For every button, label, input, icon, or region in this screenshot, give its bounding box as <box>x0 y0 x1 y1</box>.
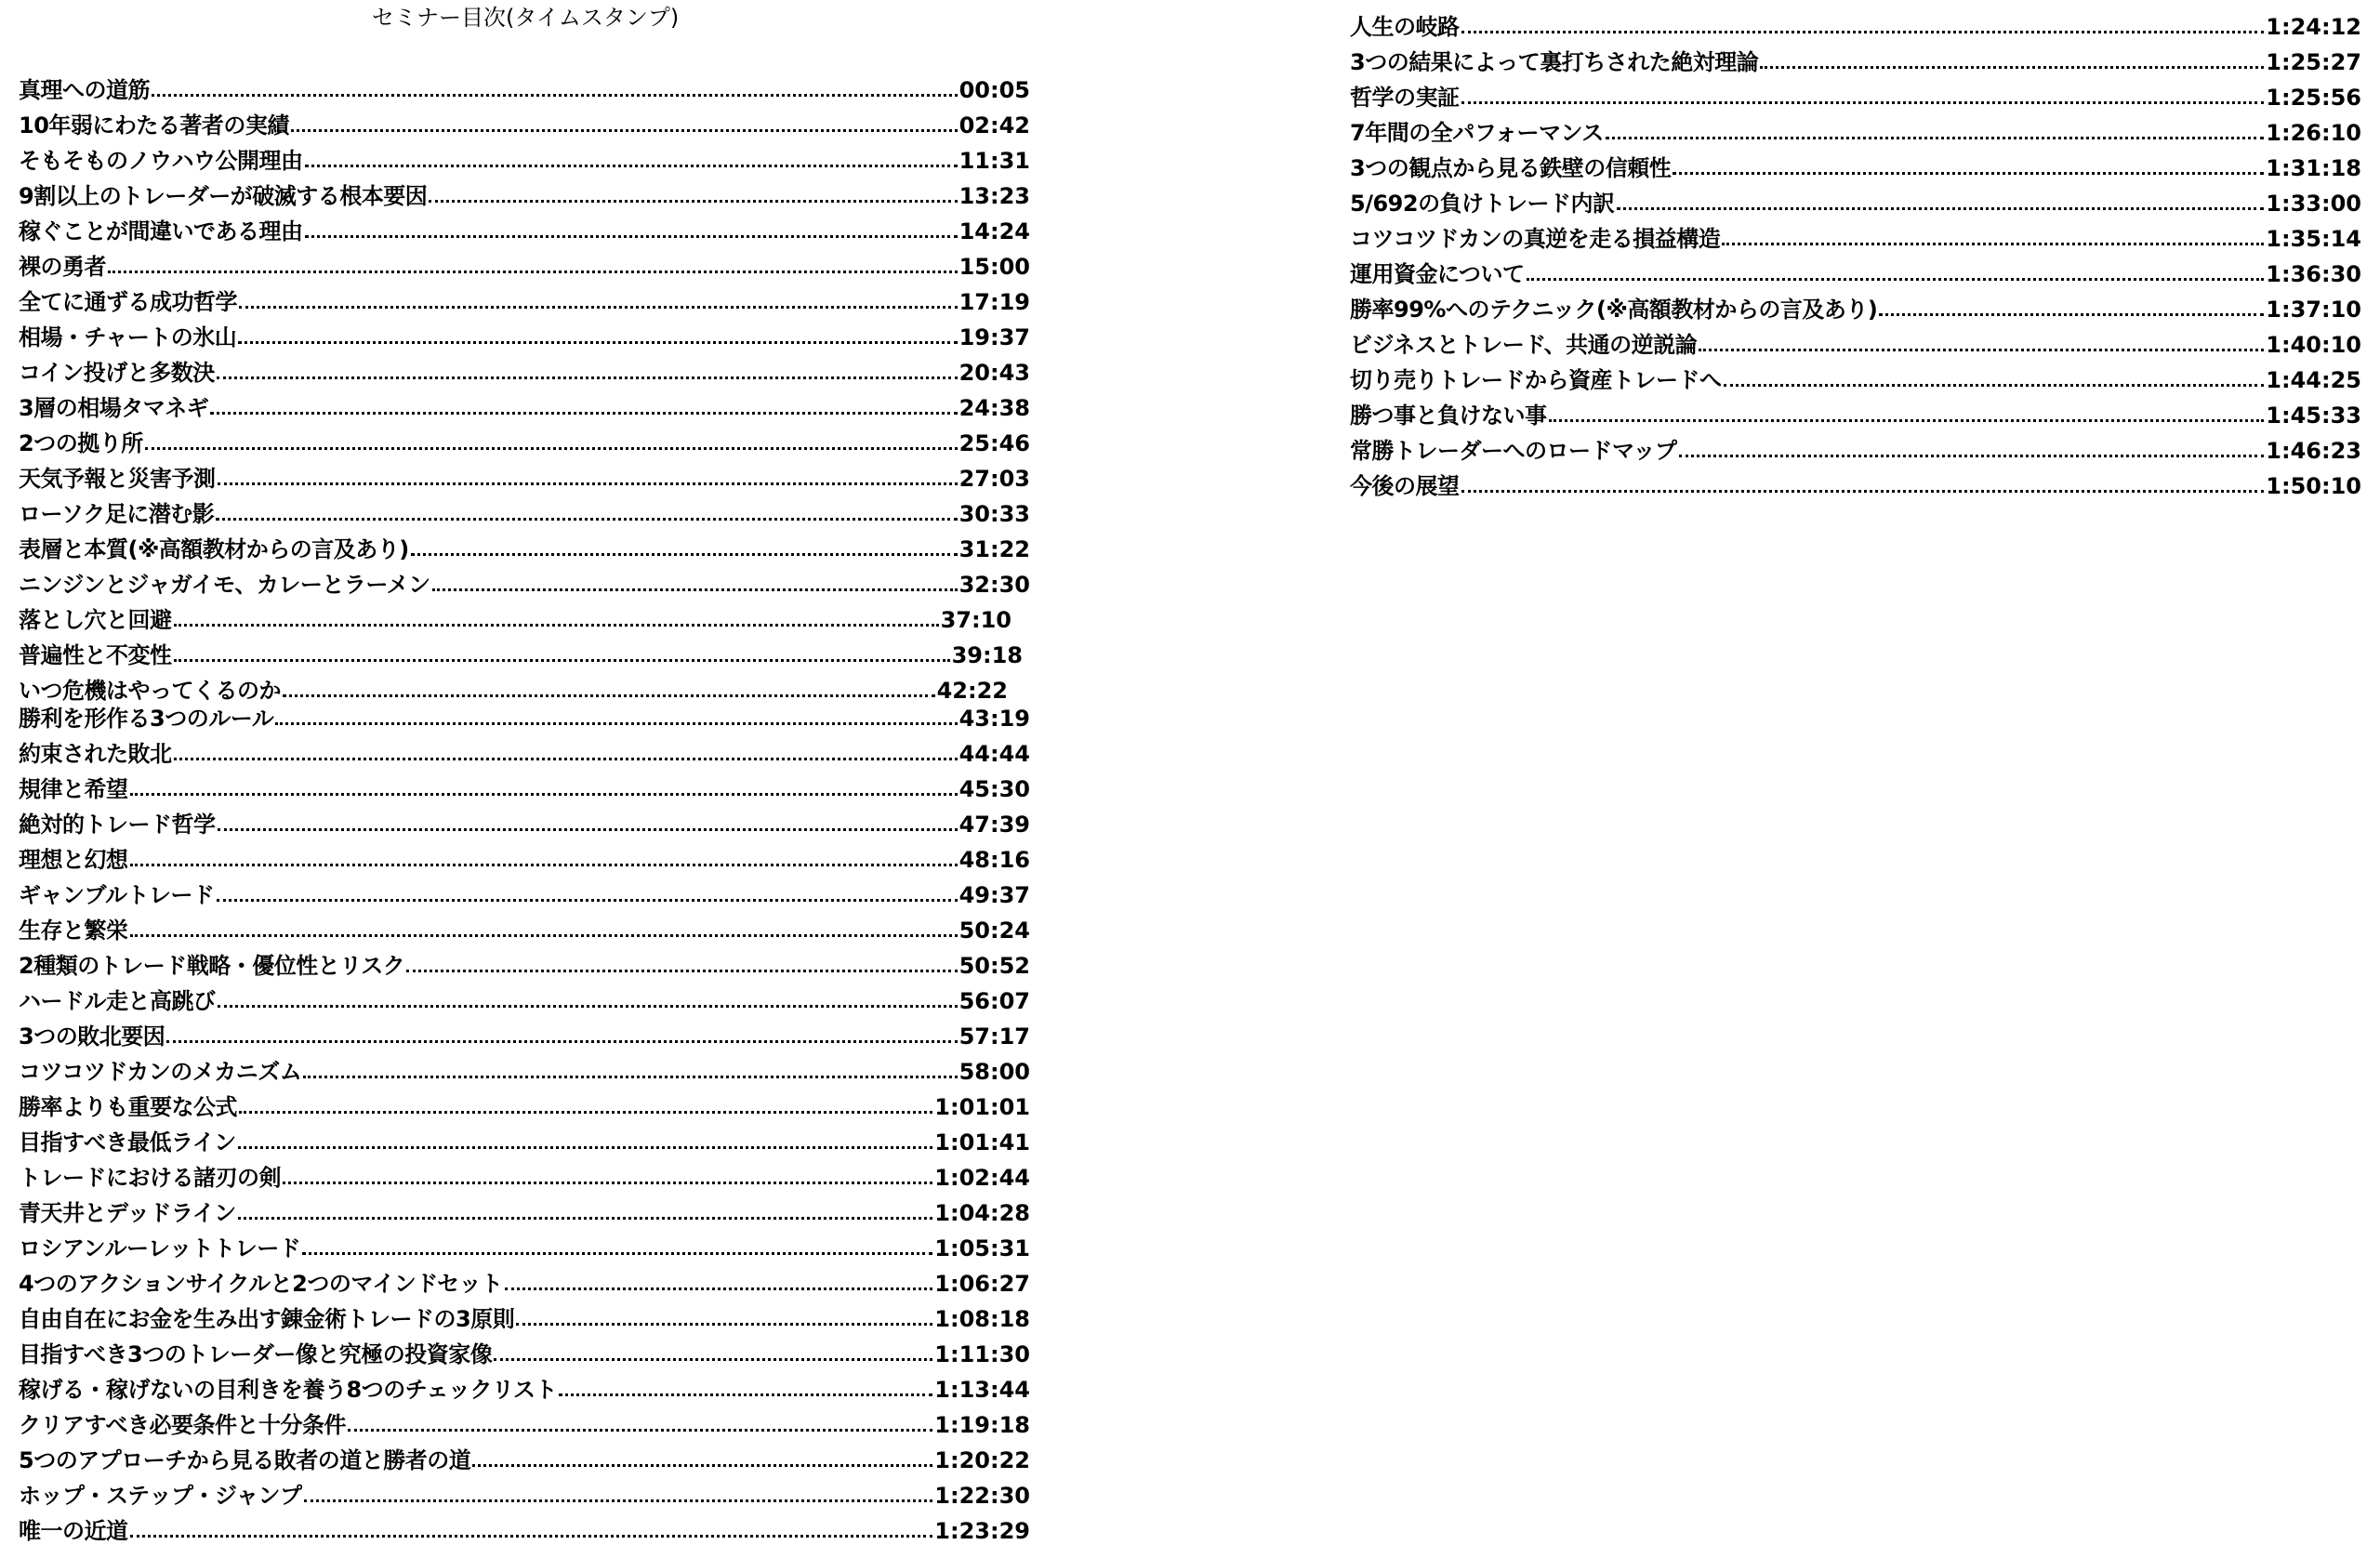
toc-entry-timestamp: 1:11:30 <box>934 1341 1030 1367</box>
toc-entry-timestamp: 1:35:14 <box>2266 226 2361 252</box>
toc-entry-title: コツコツドカンのメカニズム <box>19 1059 302 1085</box>
toc-entry <box>19 355 1030 387</box>
toc-entry-timestamp: 1:05:31 <box>934 1235 1030 1261</box>
toc-entry-timestamp: 1:44:25 <box>2266 367 2361 393</box>
toc-entry <box>19 461 1030 493</box>
dot-leader <box>210 412 957 415</box>
toc-entry-title: ロシアンルーレットトレード <box>19 1235 301 1261</box>
toc-entry <box>19 1089 1030 1121</box>
toc-entry-timestamp: 1:24:12 <box>2266 14 2361 40</box>
dot-leader <box>216 518 957 521</box>
toc-entry <box>19 842 1030 874</box>
toc-entry-timestamp: 57:17 <box>959 1023 1030 1050</box>
toc-entry <box>1350 398 2361 429</box>
toc-entry <box>19 1266 1030 1298</box>
toc-entry <box>1350 80 2361 112</box>
toc-entry <box>19 496 1030 528</box>
toc-entry-title: 3つの結果によって裏打ちされた絶対理論 <box>1350 49 1759 75</box>
toc-entry <box>19 214 1030 245</box>
dot-leader <box>505 1288 933 1290</box>
toc-entry-timestamp: 11:31 <box>959 148 1030 174</box>
toc-entry-title: 哲学の実証 <box>1350 85 1460 111</box>
toc-entry-title: 稼げる・稼げないの目利きを養う8つのチェックリスト <box>19 1377 557 1403</box>
toc-entry-title: 目指すべき3つのトレーダー像と究極の投資家像 <box>19 1341 493 1367</box>
toc-entry <box>1350 327 2361 359</box>
dot-leader <box>516 1323 932 1326</box>
toc-entry <box>1350 115 2361 147</box>
page-title: セミナー目次(タイムスタンプ) <box>372 5 680 31</box>
toc-entry-title: 勝率よりも重要な公式 <box>19 1094 237 1120</box>
dot-leader <box>174 659 950 662</box>
toc-entry-title: ハードル走と高跳び <box>19 988 216 1014</box>
dot-leader <box>429 200 957 203</box>
toc-entry <box>1350 257 2361 288</box>
toc-entry-timestamp: 56:07 <box>959 988 1030 1014</box>
toc-entry <box>19 602 1012 634</box>
toc-entry-title: 3層の相場タマネギ <box>19 395 209 421</box>
toc-entry <box>19 567 1030 599</box>
toc-entry-timestamp: 1:01:41 <box>934 1129 1030 1155</box>
toc-entry-title: 落とし穴と回避 <box>19 607 172 633</box>
toc-entry <box>19 1195 1030 1227</box>
toc-entry-title: 絶対的トレード哲学 <box>19 812 216 838</box>
dot-leader <box>238 1217 932 1220</box>
dot-leader <box>145 447 958 450</box>
toc-entry-title: コイン投げと多数決 <box>19 360 215 386</box>
toc-entry-timestamp: 13:23 <box>959 183 1030 209</box>
toc-entry-title: 2種類のトレード戦略・優位性とリスク <box>19 953 405 979</box>
toc-entry-timestamp: 1:13:44 <box>934 1377 1030 1403</box>
dot-leader <box>305 235 958 238</box>
toc-entry <box>1350 221 2361 253</box>
dot-leader <box>1724 384 2265 387</box>
dot-leader <box>238 341 957 344</box>
toc-entry-title: ローソク足に潜む影 <box>19 501 215 527</box>
toc-entry-timestamp: 58:00 <box>959 1059 1030 1085</box>
toc-entry-timestamp: 44:44 <box>959 741 1030 767</box>
toc-entry-title: 9割以上のトレーダーが破滅する根本要因 <box>19 183 428 209</box>
toc-entry-timestamp: 1:08:18 <box>934 1306 1030 1332</box>
toc-entry-timestamp: 1:01:01 <box>934 1094 1030 1120</box>
toc-entry-title: 自由自在にお金を生み出す錬金術トレードの3原則 <box>19 1306 515 1332</box>
dot-leader <box>174 624 939 627</box>
toc-entry <box>19 878 1030 909</box>
dot-leader <box>239 1111 932 1114</box>
toc-entry-title: トレードにおける諸刃の剣 <box>19 1165 281 1191</box>
toc-entry-title: 裸の勇者 <box>19 254 106 280</box>
toc-entry-timestamp: 1:45:33 <box>2266 403 2361 429</box>
dot-leader <box>1606 137 2265 139</box>
toc-entry-timestamp: 1:46:23 <box>2266 438 2361 464</box>
toc-entry-title: 2つの拠り所 <box>19 430 143 456</box>
toc-entry-title: 常勝トレーダーへのロードマップ <box>1350 438 1677 464</box>
toc-entry-title: いつ危機はやってくるのか <box>19 678 281 704</box>
dot-leader <box>305 165 958 167</box>
dot-leader <box>218 828 958 831</box>
toc-entry-title: 3つの敗北要因 <box>19 1023 165 1050</box>
dot-leader <box>303 1076 957 1078</box>
toc-entry-timestamp: 47:39 <box>959 812 1030 838</box>
toc-entry <box>19 1231 1030 1262</box>
toc-entry-timestamp: 48:16 <box>959 847 1030 873</box>
toc-entry-timestamp: 27:03 <box>959 466 1030 492</box>
toc-entry-timestamp: 1:36:30 <box>2266 261 2361 287</box>
toc-entry-title: 今後の展望 <box>1350 473 1460 499</box>
toc-entry-title: 約束された敗北 <box>19 741 172 767</box>
toc-entry-title: 勝率99%へのテクニック(※高額教材からの言及あり) <box>1350 297 1878 323</box>
dot-leader <box>1549 419 2265 422</box>
toc-entry-timestamp: 50:52 <box>959 953 1030 979</box>
dot-leader <box>1879 313 2264 316</box>
toc-entry <box>1350 186 2361 218</box>
toc-entry-title: 普遍性と不変性 <box>19 642 172 668</box>
toc-entry <box>19 736 1030 768</box>
toc-entry-timestamp: 1:04:28 <box>934 1200 1030 1226</box>
dot-leader <box>238 1146 932 1149</box>
dot-leader <box>1679 455 2265 457</box>
toc-entry-timestamp: 1:19:18 <box>934 1412 1030 1438</box>
dot-leader <box>1527 278 2265 281</box>
toc-entry <box>19 984 1030 1015</box>
toc-entry <box>19 178 1030 210</box>
toc-entry <box>19 913 1030 944</box>
toc-entry <box>19 638 1023 669</box>
toc-entry-title: ビジネスとトレード、共通の逆説論 <box>1350 332 1698 358</box>
toc-entry-title: 規律と希望 <box>19 776 128 802</box>
toc-entry-timestamp: 37:10 <box>940 607 1012 633</box>
toc-entry-title: 稼ぐことが間違いである理由 <box>19 218 303 244</box>
toc-entry-timestamp: 15:00 <box>959 254 1030 280</box>
dot-leader <box>494 1358 932 1361</box>
toc-entry <box>19 1160 1030 1192</box>
toc-entry-timestamp: 1:23:29 <box>934 1518 1030 1544</box>
toc-entry-timestamp: 14:24 <box>959 218 1030 244</box>
dot-leader <box>472 1464 932 1467</box>
toc-entry <box>19 1125 1030 1156</box>
toc-entry <box>19 1478 1030 1510</box>
toc-entry <box>19 390 1030 422</box>
toc-entry-timestamp: 1:40:10 <box>2266 332 2361 358</box>
toc-entry <box>1350 45 2361 76</box>
toc-entry <box>1350 9 2361 41</box>
dot-leader <box>166 1040 957 1043</box>
dot-leader <box>283 694 935 697</box>
toc-entry-title: 4つのアクションサイクルと2つのマインドセット <box>19 1271 503 1297</box>
toc-entry-timestamp: 50:24 <box>959 918 1030 944</box>
dot-leader <box>559 1393 932 1396</box>
toc-entry <box>1350 433 2361 465</box>
toc-entry <box>19 673 1008 705</box>
toc-entry-timestamp: 25:46 <box>959 430 1030 456</box>
dot-leader <box>174 758 958 760</box>
toc-entry-timestamp: 1:31:18 <box>2266 155 2361 181</box>
toc-entry-title: 人生の岐路 <box>1350 14 1460 40</box>
dot-leader <box>152 94 958 97</box>
toc-entry-timestamp: 1:33:00 <box>2266 191 2361 217</box>
dot-leader <box>304 1499 933 1502</box>
toc-entry <box>19 948 1030 980</box>
dot-leader <box>217 899 958 902</box>
toc-entry-timestamp: 45:30 <box>959 776 1030 802</box>
toc-entry-timestamp: 43:19 <box>959 706 1030 732</box>
toc-entry-title: ニンジンとジャガイモ、カレーとラーメン <box>19 572 430 598</box>
toc-entry-title: 全てに通ずる成功哲学 <box>19 289 237 315</box>
toc-entry <box>19 1337 1030 1368</box>
toc-entry-title: 青天井とデッドライン <box>19 1200 236 1226</box>
toc-entry <box>19 108 1030 139</box>
dot-leader <box>1673 172 2264 175</box>
toc-entry <box>19 701 1030 733</box>
dot-leader <box>302 1252 932 1255</box>
dot-leader <box>432 588 958 591</box>
dot-leader <box>1461 490 2265 493</box>
toc-entry-title: 3つの観点から見る鉄壁の信頼性 <box>1350 155 1672 181</box>
dot-leader <box>130 864 958 866</box>
toc-entry-timestamp: 1:26:10 <box>2266 120 2361 146</box>
toc-entry-title: 5つのアプローチから見る敗者の道と勝者の道 <box>19 1447 471 1473</box>
toc-entry <box>19 807 1030 839</box>
toc-entry <box>1350 363 2361 394</box>
toc-entry <box>19 1407 1030 1439</box>
toc-entry-title: 運用資金について <box>1350 261 1525 287</box>
toc-entry-title: 理想と幻想 <box>19 847 128 873</box>
toc-entry-title: 唯一の近道 <box>19 1518 128 1544</box>
toc-entry <box>19 772 1030 803</box>
toc-entry-timestamp: 1:37:10 <box>2266 297 2361 323</box>
dot-leader <box>218 1005 958 1008</box>
toc-entry-timestamp: 32:30 <box>959 572 1030 598</box>
toc-entry <box>1350 469 2361 500</box>
toc-entry-title: 天気予報と災害予測 <box>19 466 216 492</box>
toc-entry <box>19 1054 1030 1086</box>
toc-entry <box>1350 292 2361 324</box>
toc-entry-timestamp: 31:22 <box>959 536 1030 562</box>
dot-leader <box>1461 101 2265 104</box>
dot-leader <box>1760 66 2264 69</box>
toc-entry-title: 7年間の全パフォーマンス <box>1350 120 1604 146</box>
toc-entry <box>19 1301 1030 1333</box>
dot-leader <box>108 271 958 273</box>
dot-leader <box>1722 243 2264 245</box>
toc-entry-title: クリアすべき必要条件と十分条件 <box>19 1412 347 1438</box>
dot-leader <box>239 306 958 309</box>
toc-entry-title: 生存と繁栄 <box>19 918 128 944</box>
toc-entry-timestamp: 39:18 <box>951 642 1023 668</box>
toc-entry-timestamp: 00:05 <box>959 77 1030 103</box>
dot-leader <box>348 1429 932 1432</box>
toc-entry-timestamp: 1:25:56 <box>2266 85 2361 111</box>
toc-entry-title: 目指すべき最低ライン <box>19 1129 236 1155</box>
toc-entry-timestamp: 02:42 <box>959 112 1030 139</box>
toc-entry-title: 真理への道筋 <box>19 77 150 103</box>
toc-entry <box>19 73 1030 104</box>
toc-entry-timestamp: 1:50:10 <box>2266 473 2361 499</box>
toc-entry-timestamp: 1:20:22 <box>934 1447 1030 1473</box>
toc-entry-timestamp: 20:43 <box>959 360 1030 386</box>
toc-entry <box>19 1019 1030 1050</box>
dot-leader <box>1699 349 2264 351</box>
toc-entry-title: 相場・チャートの氷山 <box>19 324 237 350</box>
toc-entry-timestamp: 1:22:30 <box>934 1483 1030 1509</box>
dot-leader <box>130 934 958 937</box>
dot-leader <box>411 553 958 556</box>
toc-entry-timestamp: 24:38 <box>959 395 1030 421</box>
toc-entry <box>19 426 1030 457</box>
dot-leader <box>130 1535 933 1538</box>
toc-entry-timestamp: 1:06:27 <box>934 1271 1030 1297</box>
toc-entry-title: 勝利を形作る3つのルール <box>19 706 274 732</box>
dot-leader <box>217 376 958 379</box>
toc-entry-title: ホップ・ステップ・ジャンプ <box>19 1483 302 1509</box>
toc-entry-timestamp: 42:22 <box>936 678 1008 704</box>
toc-entry-title: 5/692の負けトレード内訳 <box>1350 191 1615 217</box>
toc-entry-title: 10年弱にわたる著者の実績 <box>19 112 289 139</box>
toc-entry-title: 表層と本質(※高額教材からの言及あり) <box>19 536 409 562</box>
dot-leader <box>275 722 957 725</box>
toc-entry-title: そもそものノウハウ公開理由 <box>19 148 303 174</box>
dot-leader <box>406 970 957 972</box>
toc-entry-title: ギャンブルトレード <box>19 882 215 908</box>
dot-leader <box>283 1182 932 1184</box>
toc-entry-title: 勝つ事と負けない事 <box>1350 403 1547 429</box>
toc-entry-timestamp: 49:37 <box>959 882 1030 908</box>
toc-entry <box>1350 151 2361 182</box>
toc-entry <box>19 284 1030 316</box>
toc-entry <box>19 320 1030 351</box>
toc-entry <box>19 249 1030 281</box>
toc-entry-title: 切り売りトレードから資産トレードへ <box>1350 367 1722 393</box>
toc-entry-timestamp: 30:33 <box>959 501 1030 527</box>
toc-entry-timestamp: 17:19 <box>959 289 1030 315</box>
toc-entry-title: コツコツドカンの真逆を走る損益構造 <box>1350 226 1721 252</box>
toc-entry-timestamp: 1:02:44 <box>934 1165 1030 1191</box>
dot-leader <box>291 129 958 132</box>
dot-leader <box>1617 207 2265 210</box>
toc-entry <box>19 1443 1030 1474</box>
dot-leader <box>1461 31 2265 33</box>
toc-entry <box>19 1372 1030 1404</box>
toc-entry <box>19 532 1030 563</box>
toc-entry-timestamp: 19:37 <box>959 324 1030 350</box>
toc-entry-timestamp: 1:25:27 <box>2266 49 2361 75</box>
dot-leader <box>218 482 958 485</box>
dot-leader <box>130 793 958 796</box>
toc-entry <box>19 143 1030 175</box>
